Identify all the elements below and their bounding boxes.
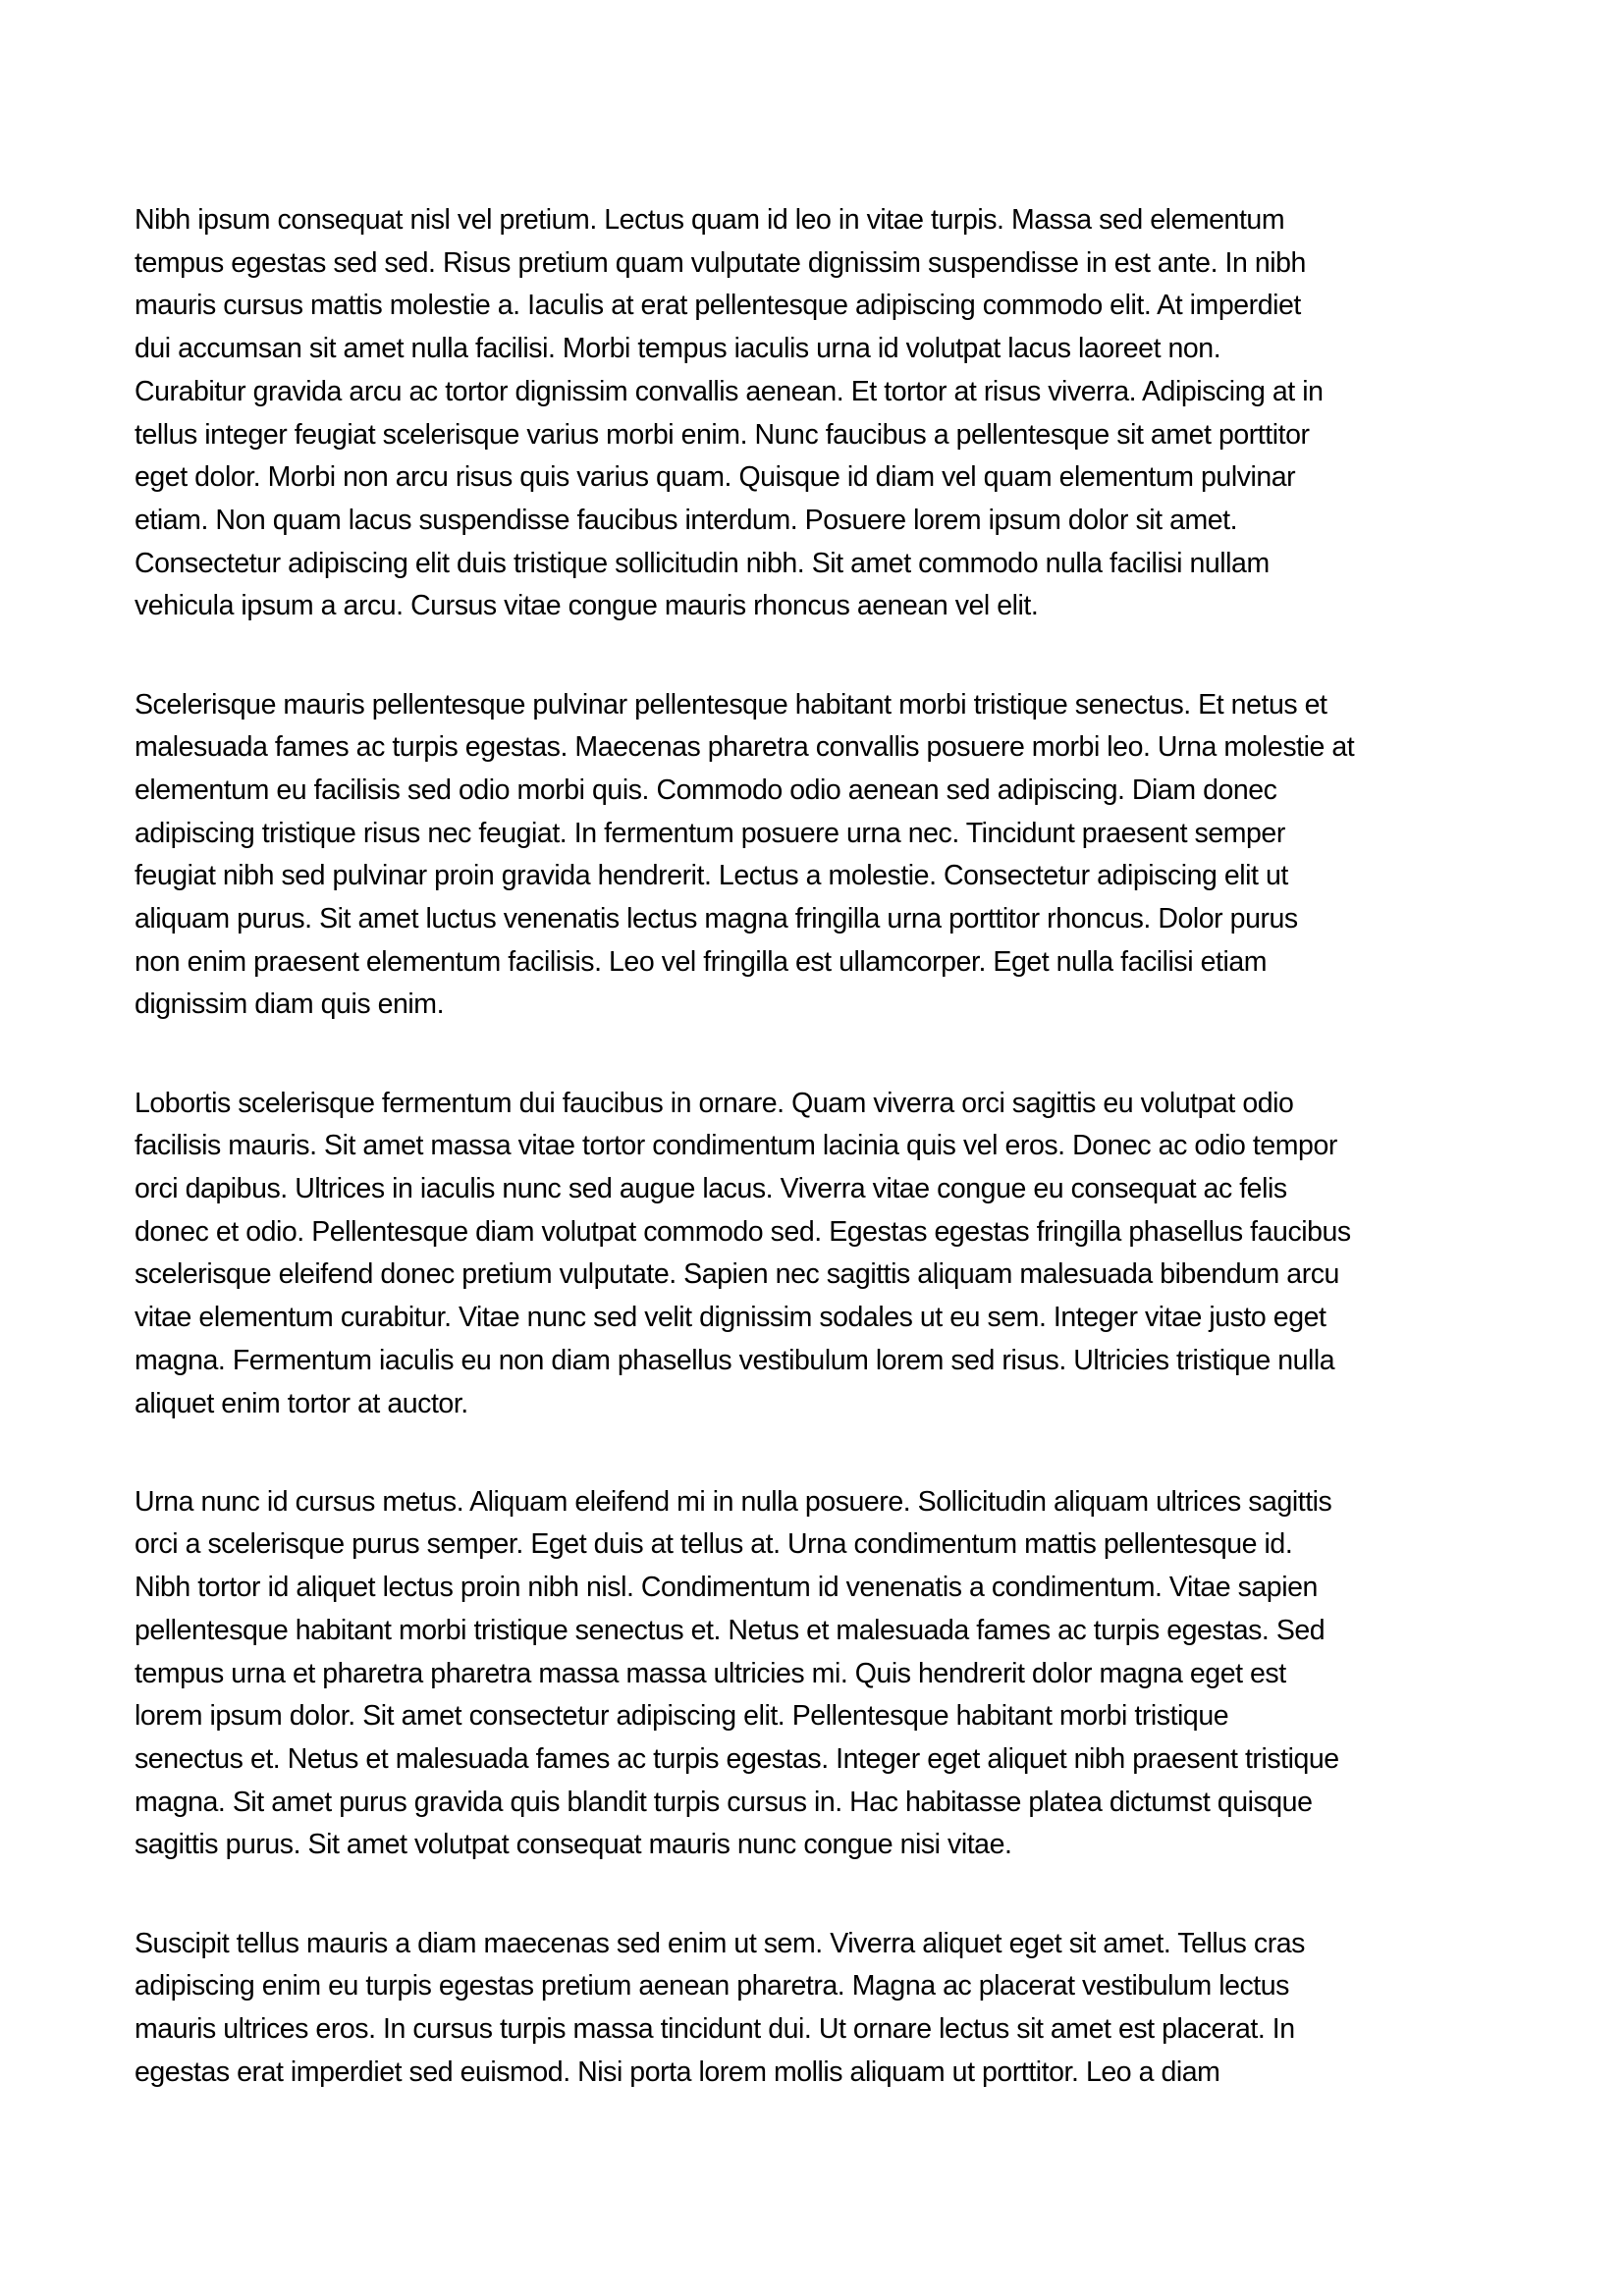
text-line: sagittis purus. Sit amet volutpat consequat mauris nunc congue nisi vitae.: [135, 1829, 1012, 1861]
text-line: non enim praesent elementum facilisis. Leo vel fringilla est ullamcorper. Eget nulla facilisi etiam: [135, 945, 1268, 978]
text-line: magna. Sit amet purus gravida quis blandit turpis cursus in. Hac habitasse platea dictumst quisque: [135, 1786, 1313, 1818]
text-line: adipiscing enim eu turpis egestas pretium aenean pharetra. Magna ac placerat vestibulum lectus: [135, 1970, 1289, 2002]
text-line: malesuada fames ac turpis egestas. Maecenas pharetra convallis posuere morbi leo. Urna molestie at: [135, 731, 1355, 764]
paragraph-4: [135, 1481, 1496, 1867]
text-line: vitae elementum curabitur. Vitae nunc sed velit dignissim sodales ut eu sem. Integer vitae justo eget: [135, 1302, 1326, 1334]
text-line: orci a scelerisque purus semper. Eget duis at tellus at. Urna condimentum mattis pellentesque id.: [135, 1528, 1293, 1561]
text-line: vehicula ipsum a arcu. Cursus vitae congue mauris rhoncus aenean vel elit.: [135, 590, 1039, 622]
text-line: mauris ultrices eros. In cursus turpis massa tincidunt dui. Ut ornare lectus sit amet est placerat. In: [135, 2013, 1295, 2046]
text-line: adipiscing tristique risus nec feugiat. In fermentum posuere urna nec. Tincidunt praesent semper: [135, 817, 1285, 849]
paragraph-5: [135, 1923, 1496, 2095]
paragraph-2: [135, 684, 1496, 1028]
text-line: orci dapibus. Ultrices in iaculis nunc sed augue lacus. Viverra vitae congue eu consequat ac felis: [135, 1173, 1287, 1205]
text-line: senectus et. Netus et malesuada fames ac turpis egestas. Integer eget aliquet nibh praesent tristique: [135, 1743, 1339, 1775]
text-line: lorem ipsum dolor. Sit amet consectetur adipiscing elit. Pellentesque habitant morbi tristique: [135, 1700, 1229, 1733]
text-line: aliquet enim tortor at auctor.: [135, 1387, 468, 1419]
text-line: facilisis mauris. Sit amet massa vitae tortor condimentum lacinia quis vel eros. Donec ac odio tempor: [135, 1130, 1337, 1162]
text-line: etiam. Non quam lacus suspendisse faucibus interdum. Posuere lorem ipsum dolor sit amet.: [135, 504, 1238, 536]
text-line: Curabitur gravida arcu ac tortor dignissim convallis aenean. Et tortor at risus viverra. Adipiscing at in: [135, 375, 1324, 407]
text-line: aliquam purus. Sit amet luctus venenatis lectus magna fringilla urna porttitor rhoncus. Dolor purus: [135, 903, 1298, 935]
text-line: Consectetur adipiscing elit duis tristique sollicitudin nibh. Sit amet commodo nulla facilisi nullam: [135, 547, 1270, 579]
text-line: Urna nunc id cursus metus. Aliquam eleifend mi in nulla posuere. Sollicitudin aliquam ultrices sagittis: [135, 1485, 1332, 1518]
text-line: tempus urna et pharetra pharetra massa massa ultricies mi. Quis hendrerit dolor magna eget est: [135, 1657, 1286, 1689]
text-line: Lobortis scelerisque fermentum dui faucibus in ornare. Quam viverra orci sagittis eu volutpat odio: [135, 1087, 1294, 1119]
text-line: elementum eu facilisis sed odio morbi quis. Commodo odio aenean sed adipiscing. Diam donec: [135, 774, 1277, 806]
text-line: Suscipit tellus mauris a diam maecenas sed enim ut sem. Viverra aliquet eget sit amet. Tellus cras: [135, 1927, 1305, 1959]
paragraph-3: [135, 1083, 1496, 1426]
text-line: scelerisque eleifend donec pretium vulputate. Sapien nec sagittis aliquam malesuada bibendum arcu: [135, 1258, 1339, 1291]
text-line: Nibh ipsum consequat nisl vel pretium. Lectus quam id leo in vitae turpis. Massa sed elementum: [135, 204, 1285, 236]
text-line: donec et odio. Pellentesque diam volutpat commodo sed. Egestas egestas fringilla phasellus faucibus: [135, 1215, 1351, 1248]
text-line: dui accumsan sit amet nulla facilisi. Morbi tempus iaculis urna id volutpat lacus laoreet non.: [135, 333, 1221, 365]
text-line: dignissim diam quis enim.: [135, 988, 445, 1021]
text-line: magna. Fermentum iaculis eu non diam phasellus vestibulum lorem sed risus. Ultricies tristique nulla: [135, 1344, 1335, 1376]
paragraph-1: [135, 199, 1496, 628]
text-line: Nibh tortor id aliquet lectus proin nibh nisl. Condimentum id venenatis a condimentum. Vitae sapien: [135, 1572, 1318, 1604]
text-line: mauris cursus mattis molestie a. Iaculis at erat pellentesque adipiscing commodo elit. At imperdiet: [135, 290, 1301, 322]
text-line: pellentesque habitant morbi tristique senectus et. Netus et malesuada fames ac turpis egestas. Sed: [135, 1614, 1326, 1646]
text-line: eget dolor. Morbi non arcu risus quis varius quam. Quisque id diam vel quam elementum pulvinar: [135, 461, 1296, 494]
text-line: tempus egestas sed sed. Risus pretium quam vulputate dignissim suspendisse in est ante. In nibh: [135, 246, 1306, 279]
text-line: tellus integer feugiat scelerisque varius morbi enim. Nunc faucibus a pellentesque sit amet porttitor: [135, 418, 1310, 451]
text-line: Scelerisque mauris pellentesque pulvinar pellentesque habitant morbi tristique senectus. Et netus et: [135, 688, 1327, 721]
text-line: feugiat nibh sed pulvinar proin gravida hendrerit. Lectus a molestie. Consectetur adipiscing elit ut: [135, 860, 1288, 892]
text-line: egestas erat imperdiet sed euismod. Nisi porta lorem mollis aliquam ut porttitor. Leo a diam: [135, 2056, 1220, 2088]
